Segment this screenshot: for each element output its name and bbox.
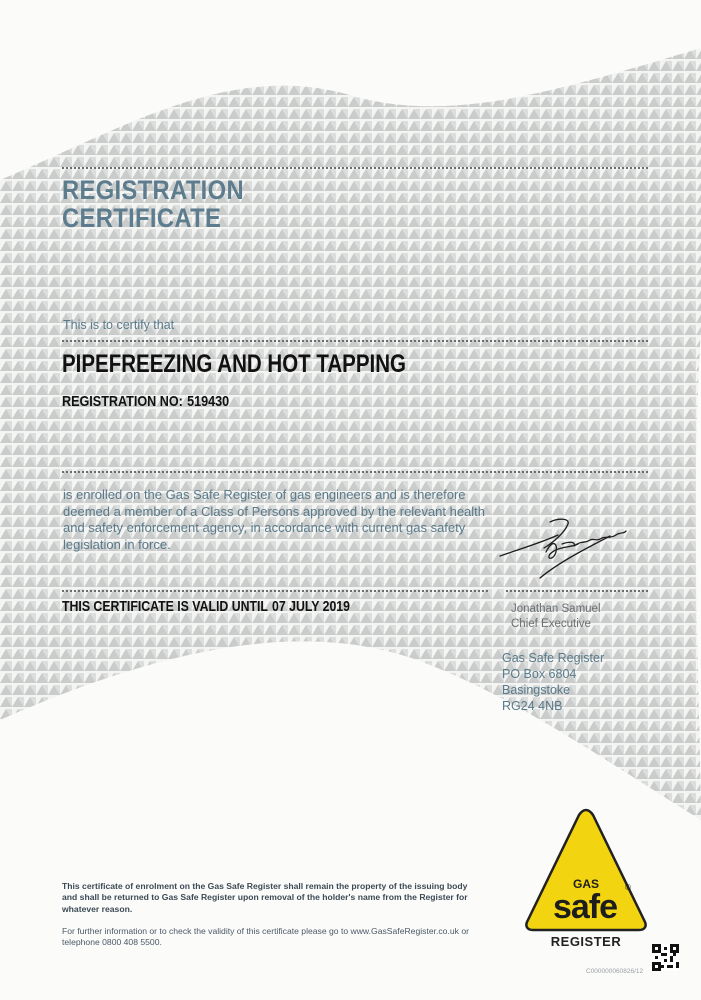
address-line-2: PO Box 6804 <box>502 667 577 681</box>
certificate-body: is enrolled on the Gas Safe Register of gas engineers and is therefore deemed a member of a Class of Persons approved by the relevant health and safety enforcement agency, in accordance with current gas safety legislation in force. <box>63 487 486 552</box>
company-name: PIPEFREEZING AND HOT TAPPING <box>62 350 406 378</box>
signatory-block <box>511 602 601 632</box>
validity-line <box>62 598 350 615</box>
signature-divider <box>506 590 648 592</box>
register-label: REGISTER <box>550 934 622 949</box>
gas-safe-logo <box>524 804 648 932</box>
certify-intro: This is to certify that <box>63 318 175 332</box>
ownership-notice: This certificate of enrolment on the Gas Safe Register shall remain the property of the issuing body and shall be returned to Gas Safe Register upon removal of the holder's name from the Register for whatever reason. <box>62 881 468 914</box>
qr-code <box>652 944 679 971</box>
address-line-3: Basingstoke <box>502 683 571 697</box>
address-block <box>502 650 604 714</box>
validity-check-info: For further information or to check the validity of this certificate please go to www.GasSafeRegister.co.uk or telephone 0800 408 5500. <box>62 926 469 948</box>
address-line-4: RG24 4NB <box>502 699 563 713</box>
registration-number: 519430 <box>187 393 230 410</box>
registration-label: REGISTRATION NO: <box>62 393 183 410</box>
certify-divider <box>62 340 648 342</box>
serial-number: C000000060826/12 <box>586 968 644 975</box>
validity-date: 07 JULY 2019 <box>272 598 350 615</box>
top-divider <box>62 167 648 169</box>
certificate-title: REGISTRATION CERTIFICATE <box>62 175 244 233</box>
signature-image <box>498 508 633 583</box>
signatory-role: Chief Executive <box>511 618 591 630</box>
logo-gas-text: GAS <box>572 877 600 891</box>
validity-divider <box>62 590 488 592</box>
registration-divider <box>62 471 648 473</box>
address-line-1: Gas Safe Register <box>502 651 605 665</box>
logo-safe-text: safe <box>552 888 618 926</box>
validity-label: THIS CERTIFICATE IS VALID UNTIL <box>62 598 268 615</box>
signatory-name: Jonathan Samuel <box>511 603 601 615</box>
registration-number-line <box>62 393 229 410</box>
logo-registered-mark: ® <box>625 883 631 892</box>
